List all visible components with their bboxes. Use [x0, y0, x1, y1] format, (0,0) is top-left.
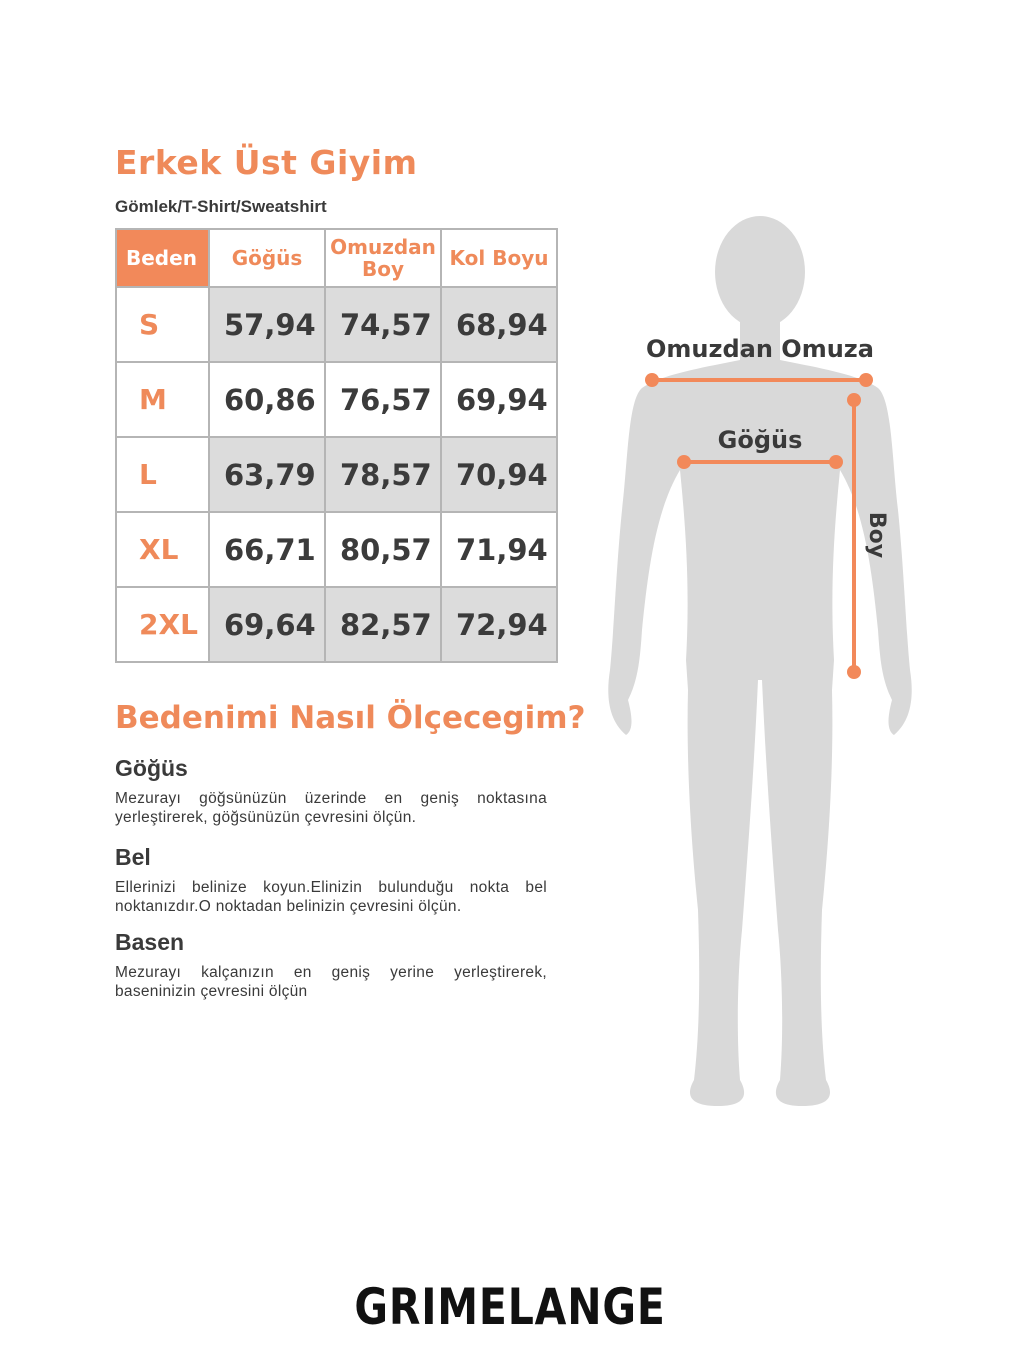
table-row [116, 362, 557, 437]
kol-boyu-cell: 72,94 [441, 587, 557, 662]
kol-boyu-cell: 68,94 [441, 287, 557, 362]
table-row [116, 437, 557, 512]
section-title-basen: Basen [115, 929, 185, 955]
size-cell: S [116, 287, 209, 362]
omuzdan-boy-cell: 82,57 [325, 587, 441, 662]
chest-left-point [677, 455, 691, 469]
section-text-gogus: Mezurayı göğsünüzün üzerinde en geniş noktasına yerleştirerek, göğsünüzün çevresini ölçün. [115, 790, 547, 826]
header-omuzdan-boy-label: Omuzdan Boy [330, 235, 436, 281]
length-label: Boy [864, 511, 889, 559]
size-table-header-row [116, 229, 557, 287]
howto-title: Bedenimi Nasıl Ölçecegim? [115, 700, 586, 736]
chest-right-point [829, 455, 843, 469]
size-table [115, 228, 558, 663]
gogus-cell: 63,79 [209, 437, 325, 512]
header-gogus: Göğüs [209, 229, 325, 287]
omuzdan-boy-cell: 80,57 [325, 512, 441, 587]
omuzdan-boy-cell: 78,57 [325, 437, 441, 512]
section-text-bel: Ellerinizi belinize koyun.Elinizin bulunduğu nokta bel noktanızdır.O noktadan belinizin çevresini ölçün. [115, 879, 547, 915]
kol-boyu-cell: 70,94 [441, 437, 557, 512]
section-text-basen: Mezurayı kalçanızın en geniş yerine yerleştirerek, baseninizin çevresini ölçün [115, 964, 547, 1000]
body-measurement-figure [590, 210, 930, 1120]
table-row [116, 287, 557, 362]
shoulder-left-point [645, 373, 659, 387]
section-title-gogus: Göğüs [115, 755, 188, 781]
chest-label: Göğüs [717, 426, 803, 454]
header-kol-boyu: Kol Boyu [441, 229, 557, 287]
kol-boyu-cell: 71,94 [441, 512, 557, 587]
section-title-bel: Bel [115, 844, 151, 870]
omuzdan-boy-cell: 76,57 [325, 362, 441, 437]
gogus-cell: 66,71 [209, 512, 325, 587]
kol-boyu-cell: 69,94 [441, 362, 557, 437]
table-row [116, 512, 557, 587]
shoulder-label: Omuzdan Omuza [646, 335, 874, 363]
size-cell: M [116, 362, 209, 437]
length-bottom-point [847, 665, 861, 679]
brand-logo: GRIMELANGE [354, 1278, 666, 1336]
size-cell: XL [116, 512, 209, 587]
size-cell: 2XL [116, 587, 209, 662]
length-top-point [847, 393, 861, 407]
table-row [116, 587, 557, 662]
header-beden: Beden [116, 229, 209, 287]
gogus-cell: 69,64 [209, 587, 325, 662]
header-omuzdan-boy [325, 229, 441, 287]
gogus-cell: 60,86 [209, 362, 325, 437]
omuzdan-boy-cell: 74,57 [325, 287, 441, 362]
gogus-cell: 57,94 [209, 287, 325, 362]
size-cell: L [116, 437, 209, 512]
page-subtitle: Gömlek/T-Shirt/Sweatshirt [115, 197, 327, 216]
page-title: Erkek Üst Giyim [115, 143, 418, 182]
shoulder-right-point [859, 373, 873, 387]
